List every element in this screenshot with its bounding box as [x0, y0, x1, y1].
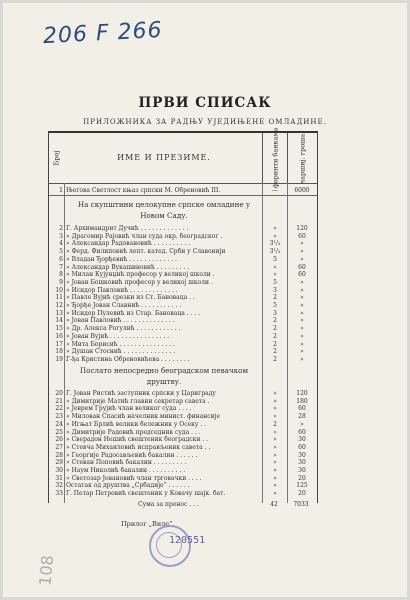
row-name: » Александар Вукашиновић . . . . . . . . .: [66, 263, 190, 271]
row-number: 9: [59, 278, 63, 286]
row-forints: 2: [273, 294, 277, 302]
row-number: 10: [55, 286, 63, 294]
row-groschen: »: [300, 325, 304, 333]
row-name: » Мита Борисић . . . . . . . . . . . . . . .: [66, 340, 175, 348]
row-name: » Ферд. Филиповић лепт. катед. Срби у Славонији: [66, 248, 226, 256]
row-name: Његова Светлост књаз српски М. Обреновић III.: [66, 187, 221, 194]
row-forints: 5: [273, 302, 277, 309]
row-forints: 5: [273, 278, 277, 286]
row-number: 33: [55, 490, 63, 498]
row-number: 17: [55, 340, 63, 348]
row-name: » Стеван Поповић бакалин . . . . . . . . .: [66, 459, 187, 467]
row-groschen: »: [300, 302, 304, 309]
row-number: 25: [55, 428, 63, 436]
total-label: Сума за пренос . . .: [138, 501, 199, 508]
row-groschen: »: [300, 340, 304, 348]
row-name: Остатак од друштва „Србадије” . . . . . .: [66, 482, 190, 490]
row-number: 7: [59, 263, 63, 271]
row-number: 26: [55, 436, 63, 444]
row-forints: 2: [273, 355, 277, 363]
row-number: 19: [55, 355, 63, 363]
row-number: 24: [55, 420, 63, 428]
table-footer: [48, 500, 316, 510]
row-groschen: 60: [298, 443, 306, 451]
row-name: » Јеврем Грујић члан великог суда . . . .: [66, 405, 192, 413]
row-name: » Димитрије Матић главни секретар савета .: [66, 397, 210, 405]
row-groschen: 60: [298, 428, 306, 436]
row-groschen: 125: [296, 482, 308, 490]
row-forints: »: [273, 490, 277, 498]
row-number: 20: [55, 390, 63, 397]
row-groschen: 30: [298, 436, 306, 444]
row-groschen: »: [300, 332, 304, 340]
header-groschen: чаршиј. гроша.: [298, 131, 307, 185]
header-number: Број: [52, 150, 60, 166]
row-groschen: »: [300, 420, 304, 428]
row-number: 11: [55, 294, 63, 302]
row-name: » Драгомир Рајовић члан суда окр. београдског .: [66, 232, 223, 240]
row-forints: »: [273, 428, 277, 436]
row-groschen: 60: [298, 263, 306, 271]
row-number: 29: [55, 459, 63, 467]
row-groschen: 60: [298, 271, 306, 279]
row-forints: »: [273, 436, 277, 444]
row-groschen: 60: [298, 405, 306, 413]
row-groschen: 20: [298, 474, 306, 482]
row-forints: »: [273, 451, 277, 459]
row-forints: 3: [273, 309, 277, 317]
row-groschen: 28: [298, 413, 306, 421]
row-number: 13: [55, 309, 63, 317]
row-name: » Стевча Михаиловић исправљеник савета . .: [66, 443, 211, 451]
row-forints: 2: [273, 348, 277, 356]
table-row: [49, 356, 317, 364]
row-groschen: 30: [298, 451, 306, 459]
table-row: [49, 187, 317, 195]
row-forints: 3: [273, 286, 277, 294]
row-forints: »: [273, 443, 277, 451]
row-groschen: »: [300, 240, 304, 248]
row-name: » Ђорђе Јован Славнић . . . . . . . . . . .: [66, 302, 182, 309]
prilog-note: Прилог „Виле”.: [121, 520, 175, 528]
row-groschen: »: [300, 294, 304, 302]
row-name: » Душан Стоснић . . . . . . . . . . . . . .: [66, 348, 176, 356]
header-forints-cell: [262, 127, 288, 189]
total-groschen: 7033: [293, 501, 309, 508]
row-groschen: 60: [298, 232, 306, 240]
row-number: 18: [55, 348, 63, 356]
row-name: » Павле Вујић срезки из Ст. Бановаца . .: [66, 294, 195, 302]
row-number: 4: [59, 240, 63, 248]
library-stamp: [149, 525, 191, 567]
row-name: » Јован Вујић . . . . . . . . . . . . . . . .: [66, 332, 170, 340]
row-groschen: 30: [298, 459, 306, 467]
stamp-number: 120551: [169, 535, 206, 546]
call-number: 206 F 266: [42, 17, 164, 50]
row-forints: »: [273, 413, 277, 421]
table-row: [49, 490, 317, 498]
row-name: » Исидор Павловић . . . . . . . . . . . . .: [66, 286, 178, 294]
row-number: 8: [59, 271, 63, 279]
row-forints: »: [273, 474, 277, 482]
row-number: 6: [59, 255, 63, 263]
row-number: 14: [55, 317, 63, 325]
row-groschen: »: [300, 278, 304, 286]
row-groschen: »: [300, 248, 304, 256]
row-number: 31: [55, 474, 63, 482]
row-number: 22: [55, 405, 63, 413]
row-forints: »: [273, 263, 277, 271]
row-forints: 2: [273, 317, 277, 325]
row-name: » Исидор Пулевић из Стар. Бановаца . . . .: [66, 309, 201, 317]
row-groschen: 20: [298, 490, 306, 498]
pencil-note: 108: [35, 554, 58, 587]
document-sheet: [3, 3, 407, 597]
row-name: » Наум Николић бакалин . . . . . . . . . .: [66, 467, 186, 474]
row-number: 15: [55, 325, 63, 333]
row-number: 23: [55, 413, 63, 421]
row-number: 1: [59, 187, 63, 194]
row-forints: 3¹/₃: [269, 240, 281, 248]
row-number: 3: [59, 232, 63, 240]
row-forints: 2: [273, 340, 277, 348]
page-subtitle: ПРИЛОЖНИКА ЗА РАДЊУ УЈЕДИЊЕНЕ ОМЛАДИНЕ.: [83, 118, 327, 126]
row-name: » Јован Бошковић професор у великој школи .: [66, 278, 213, 286]
row-name: » Георгије Радосављевић бакалин . . . . . .: [66, 451, 198, 459]
row-groschen: »: [300, 355, 304, 363]
row-forints: »: [273, 271, 277, 279]
row-groschen: »: [300, 255, 304, 263]
row-forints: —: [272, 187, 278, 194]
row-forints: »: [273, 232, 277, 240]
row-forints: »: [273, 459, 277, 467]
row-number: 5: [59, 248, 63, 256]
row-name: Г. Петар Петровић свештеник у Ковачу шајк. бат.: [66, 490, 226, 498]
section-heading-novi-sad: На скупштини целокупне српске омладине у Новом Саду.: [77, 200, 251, 220]
row-name: » Др. Алекса Рогулић . . . . . . . . . . . .: [66, 325, 181, 333]
row-name: » Александар Радовановић . . . . . . . . . .: [66, 240, 191, 248]
header-name: ИМЕ И ПРЕЗИМЕ.: [117, 153, 211, 162]
row-name: » Владан Ђорђевић . . . . . . . . . . . . .: [66, 255, 177, 263]
row-groschen: »: [300, 317, 304, 325]
header-forints: форинти банкама: [271, 127, 279, 189]
section-heading-belgrade: Послато непосредно београдском певачком друштву.: [79, 366, 249, 386]
row-name: » Сверадон Нешић свештеник београдски . .: [66, 436, 209, 444]
header-number-cell: [49, 133, 64, 183]
row-name: » Димитрије Радовић председник суда . . .: [66, 428, 201, 436]
row-forints: »: [273, 225, 277, 232]
row-number: 12: [55, 302, 63, 309]
row-groschen: »: [300, 348, 304, 356]
row-name: » Милан Кујунџић професор у великој школи .: [66, 271, 215, 279]
row-groschen: 180: [296, 397, 308, 405]
page-title: ПРВИ СПИСАК: [138, 95, 272, 111]
header-groschen-cell: [287, 133, 318, 183]
row-name: Г. Јован Ристић заступник српски у Цариграду: [66, 390, 216, 397]
row-groschen: 30: [298, 467, 306, 474]
row-forints: 2: [273, 325, 277, 333]
row-forints: 2: [273, 420, 277, 428]
contributors-table: [48, 127, 318, 503]
row-number: 30: [55, 467, 63, 474]
row-groschen: 120: [296, 225, 308, 232]
row-number: 28: [55, 451, 63, 459]
row-name: Г-ђа Кристина Обреновићева . . . . . . . .: [66, 355, 190, 363]
total-forints: 42: [270, 501, 278, 508]
row-groschen: »: [300, 286, 304, 294]
row-forints: »: [273, 405, 277, 413]
row-groschen: »: [300, 309, 304, 317]
row-number: 21: [55, 397, 63, 405]
row-forints: »: [273, 390, 277, 397]
row-forints: 2: [273, 332, 277, 340]
row-name: » Игњат Брлић велики бележник у Осеку . .: [66, 420, 207, 428]
row-number: 16: [55, 332, 63, 340]
row-groschen: 120: [296, 390, 308, 397]
row-number: 2: [59, 225, 63, 232]
table-header: [49, 127, 317, 189]
row-name: » Милован Спасић начелник минист. финансије: [66, 413, 221, 421]
row-name: » Јован Павловић . . . . . . . . . . . . . .: [66, 317, 175, 325]
row-forints: 3¹/₃: [269, 248, 281, 256]
row-forints: »: [273, 397, 277, 405]
row-groschen: 6000: [294, 187, 310, 194]
row-name: » Светозар Јовановић члан трговачки . . . .: [66, 474, 202, 482]
rule: [49, 195, 317, 196]
row-forints: »: [273, 482, 277, 490]
row-forints: 5: [273, 255, 277, 263]
row-name: Г. Архимандрит Дучић . . . . . . . . . . . . .: [66, 225, 189, 232]
row-number: 27: [55, 443, 63, 451]
row-number: 32: [55, 482, 63, 490]
row-forints: »: [273, 467, 277, 474]
